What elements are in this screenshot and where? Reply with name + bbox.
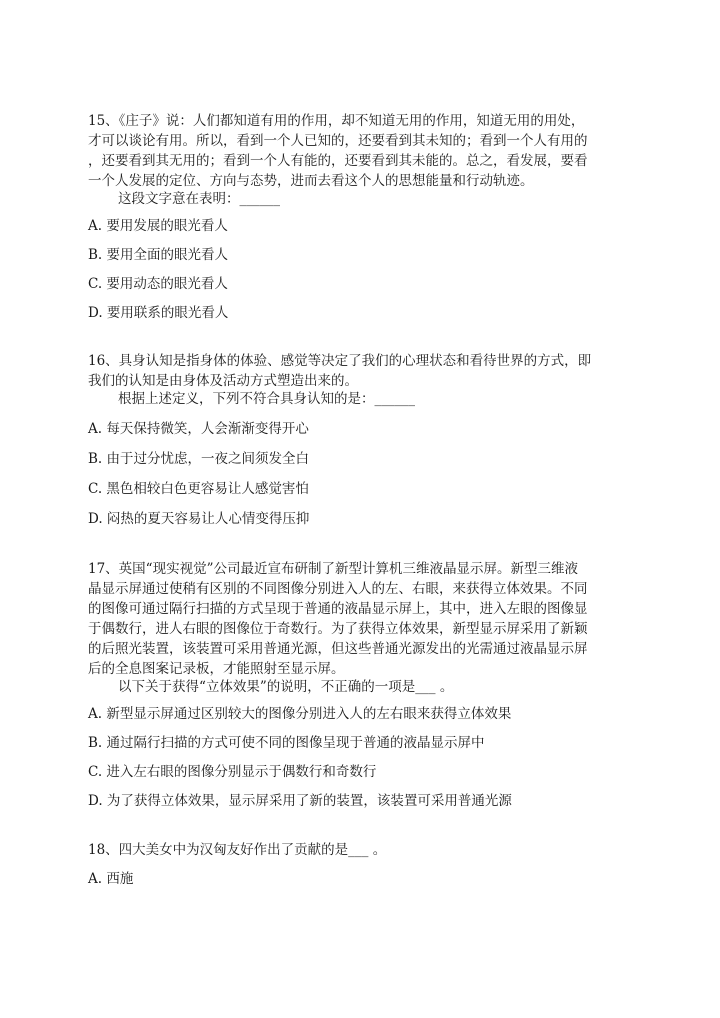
question-prompt: 根据上述定义，下列不符合具身认知的是：______ — [118, 391, 415, 407]
answer-option-c: C. 进入左右眼的图像分别显示于偶数行和奇数行 — [88, 764, 377, 780]
answer-option-b: B. 要用全面的眼光看人 — [88, 247, 229, 263]
question-stem-line: 才可以谈论有用。所以，看到一个人已知的，还要看到其未知的；看到一个人有用的 — [88, 133, 588, 149]
question-stem-line: 的后照光装置，该装置可采用普通光源，但这些普通光源发出的光需通过液晶显示屏 — [88, 641, 588, 657]
question-stem-line: 17、英国“现实视觉”公司最近宣布研制了新型计算机三维液晶显示屏。新型三维液 — [88, 561, 578, 577]
question-stem-line: 我们的认知是由身体及活动方式塑造出来的。 — [88, 373, 358, 389]
question-stem-line: 一个人发展的定位、方向与态势，进而去看这个人的思想能量和行动轨迹。 — [88, 173, 534, 189]
answer-option-d: D. 要用联系的眼光看人 — [88, 305, 229, 321]
answer-option-a: A. 西施 — [88, 871, 134, 887]
answer-option-a: A. 新型显示屏通过区别较大的图像分别进入人的左右眼来获得立体效果 — [88, 706, 512, 722]
answer-option-a: A. 每天保持微笑，人会渐渐变得开心 — [88, 421, 309, 437]
answer-option-c: C. 要用动态的眼光看人 — [88, 276, 228, 292]
question-stem-line: 晶显示屏通过使稍有区别的不同图像分别进入人的左、右眼，来获得立体效果。不同 — [88, 581, 588, 597]
answer-option-b: B. 由于过分忧虑，一夜之间须发全白 — [88, 451, 310, 467]
question-stem-line: 的图像可通过隔行扫描的方式呈现于普通的液晶显示屏上，其中，进入左眼的图像显 — [88, 601, 588, 617]
question-stem-line: 16、具身认知是指身体的体验、感觉等决定了我们的心理状态和看待世界的方式，即 — [88, 353, 592, 369]
answer-option-d: D. 为了获得立体效果，显示屏采用了新的装置，该装置可采用普通光源 — [88, 793, 512, 809]
answer-option-d: D. 闷热的夏天容易让人心情变得压抑 — [88, 511, 310, 527]
question-prompt: 这段文字意在表明：______ — [118, 191, 280, 207]
answer-option-a: A. 要用发展的眼光看人 — [88, 218, 228, 234]
answer-option-c: C. 黑色相较白色更容易让人感觉害怕 — [88, 481, 309, 497]
question-prompt: 以下关于获得“立体效果”的说明，不正确的一项是___ 。 — [118, 679, 454, 695]
answer-option-b: B. 通过隔行扫描的方式可使不同的图像呈现于普通的液晶显示屏中 — [88, 735, 485, 751]
question-stem-line: 后的全息图案记录板，才能照射至显示屏。 — [88, 661, 345, 677]
question-stem-line: ，还要看到其无用的；看到一个人有能的，还要看到其未能的。总之，看发展，要看 — [88, 153, 588, 169]
question-stem-line: 18、四大美女中为汉匈友好作出了贡献的是___ 。 — [88, 842, 387, 858]
question-stem-line: 15、《庄子》说：人们都知道有用的作用，却不知道无用的作用，知道无用的用处， — [88, 113, 585, 129]
question-stem-line: 于偶数行，进人右眼的图像位于奇数行。为了获得立体效果，新型显示屏采用了新颖 — [88, 621, 588, 637]
